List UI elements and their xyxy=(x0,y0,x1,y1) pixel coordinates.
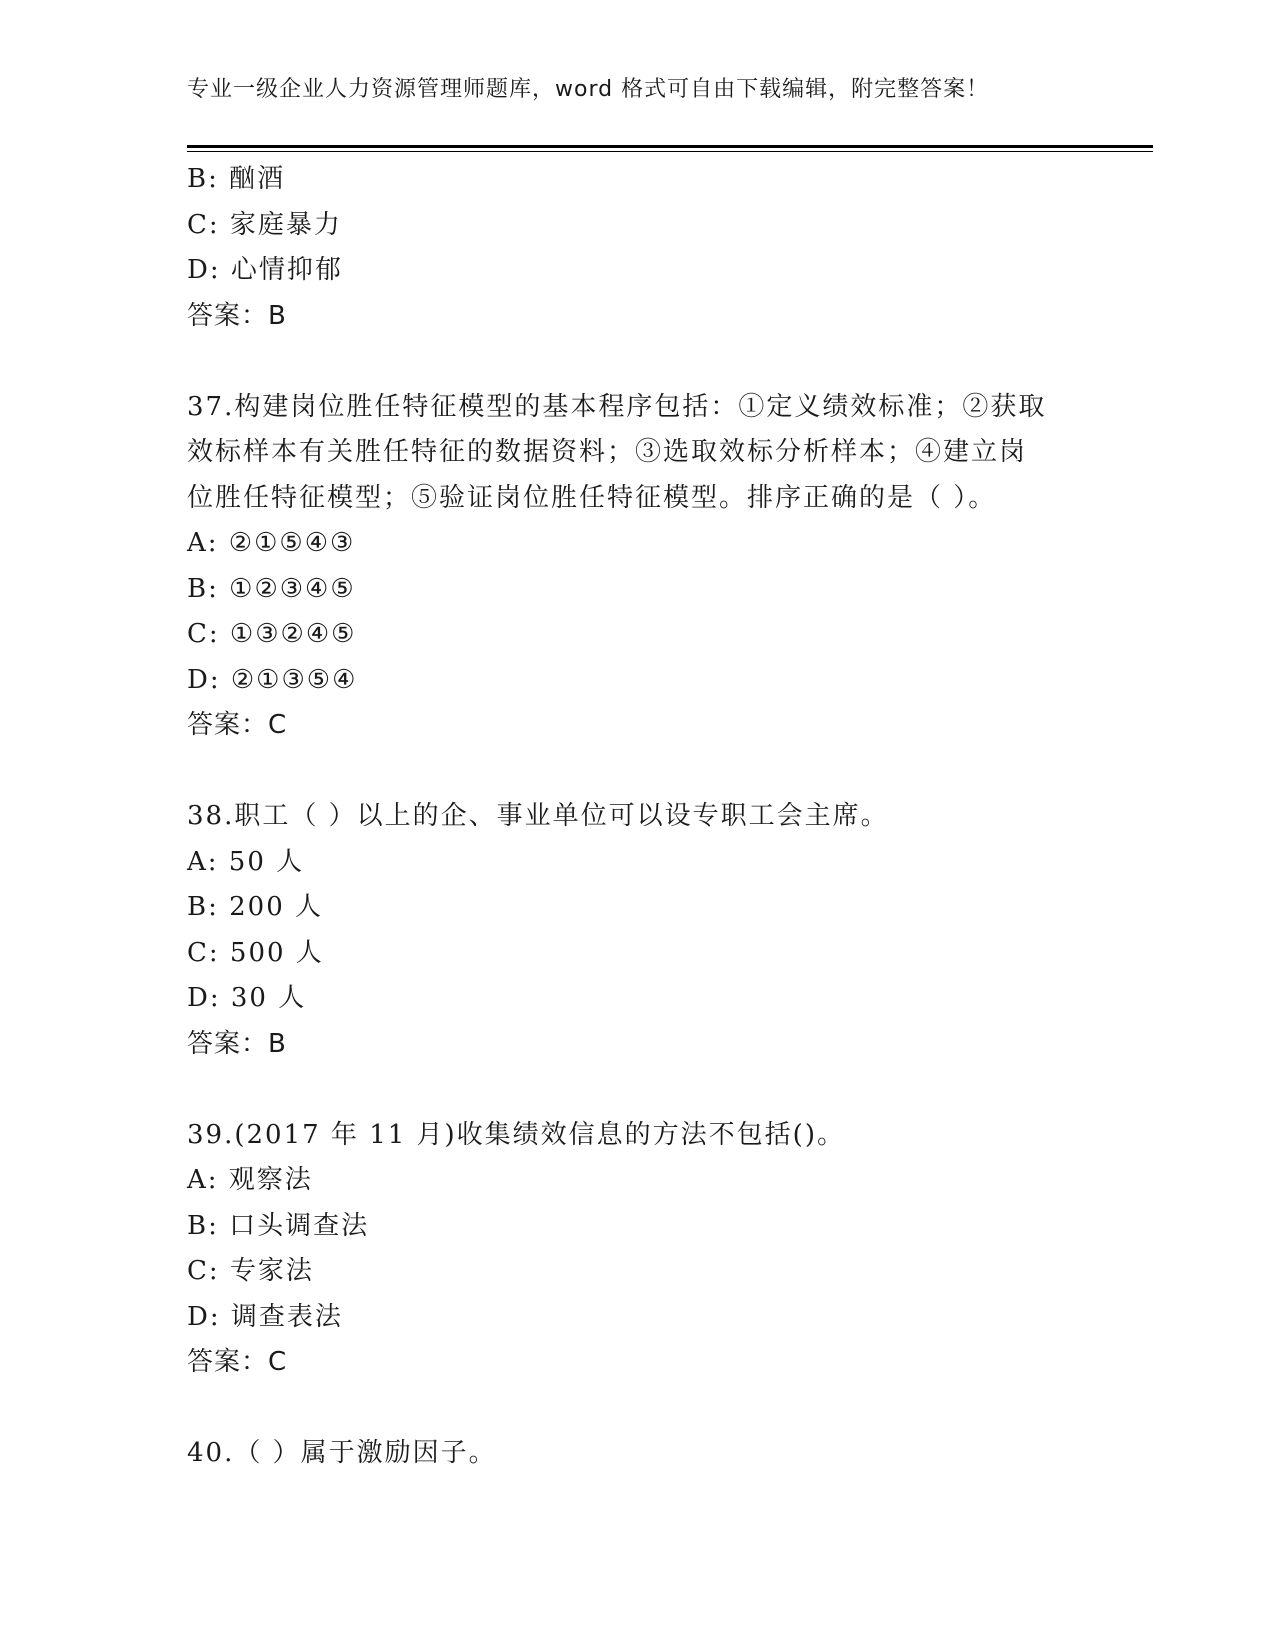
header-rule-thin xyxy=(187,151,1153,152)
q37-stem-line-2: 效标样本有关胜任特征的数据资料；③选取效标分析样本；④建立岗 xyxy=(187,437,1028,467)
question-39 xyxy=(187,1113,1087,1386)
q39-option-d: D: 调查表法 xyxy=(187,1301,343,1332)
spacer xyxy=(187,1067,1087,1113)
q38-option-a: A: 50 人 xyxy=(187,846,305,877)
q37-answer: 答案：C xyxy=(187,710,288,740)
question-content xyxy=(187,157,1087,1477)
q38-option-c: C: 500 人 xyxy=(187,937,324,968)
question-37 xyxy=(187,385,1087,749)
q37-stem-line-3: 位胜任特征模型；⑤验证岗位胜任特征模型。排序正确的是（ ）。 xyxy=(187,482,997,513)
q36-answer: 答案：B xyxy=(187,300,287,331)
question-36 xyxy=(187,157,1087,339)
q37-option-b: B: ①②③④⑤ xyxy=(187,573,356,604)
q37-option-c: C: ①③②④⑤ xyxy=(187,619,357,649)
spacer xyxy=(187,339,1087,385)
q36-option-c: C: 家庭暴力 xyxy=(187,209,342,240)
spacer xyxy=(187,1386,1087,1432)
q38-stem: 38.职工（ ）以上的企、事业单位可以设专职工会主席。 xyxy=(187,801,889,831)
page-header: 专业一级企业人力资源管理师题库，word 格式可自由下载编辑，附完整答案！ xyxy=(187,77,990,102)
q39-answer: 答案：C xyxy=(187,1347,288,1377)
q37-stem-line-1: 37.构建岗位胜任特征模型的基本程序包括：①定义绩效标准；②获取 xyxy=(187,391,1047,422)
q39-stem: 39.(2017 年 11 月)收集绩效信息的方法不包括()。 xyxy=(187,1119,845,1150)
q37-option-d: D: ②①③⑤④ xyxy=(187,664,358,695)
q40-stem: 40.（ ）属于激励因子。 xyxy=(187,1438,497,1468)
q39-option-c: C: 专家法 xyxy=(187,1256,314,1286)
q38-answer: 答案：B xyxy=(187,1028,287,1059)
header-rule-thick xyxy=(187,145,1153,148)
spacer xyxy=(187,749,1087,795)
q38-option-d: D: 30 人 xyxy=(187,983,307,1013)
q39-option-a: A: 观察法 xyxy=(187,1165,313,1195)
q37-stem xyxy=(187,385,1087,522)
q37-option-a: A: ②①⑤④③ xyxy=(187,528,356,558)
q36-option-d: D: 心情抑郁 xyxy=(187,255,343,285)
q38-option-b: B: 200 人 xyxy=(187,892,324,922)
q39-option-b: B: 口头调查法 xyxy=(187,1210,370,1241)
q36-option-b: B: 酗酒 xyxy=(187,164,286,194)
question-40 xyxy=(187,1431,1087,1477)
question-38 xyxy=(187,794,1087,1067)
